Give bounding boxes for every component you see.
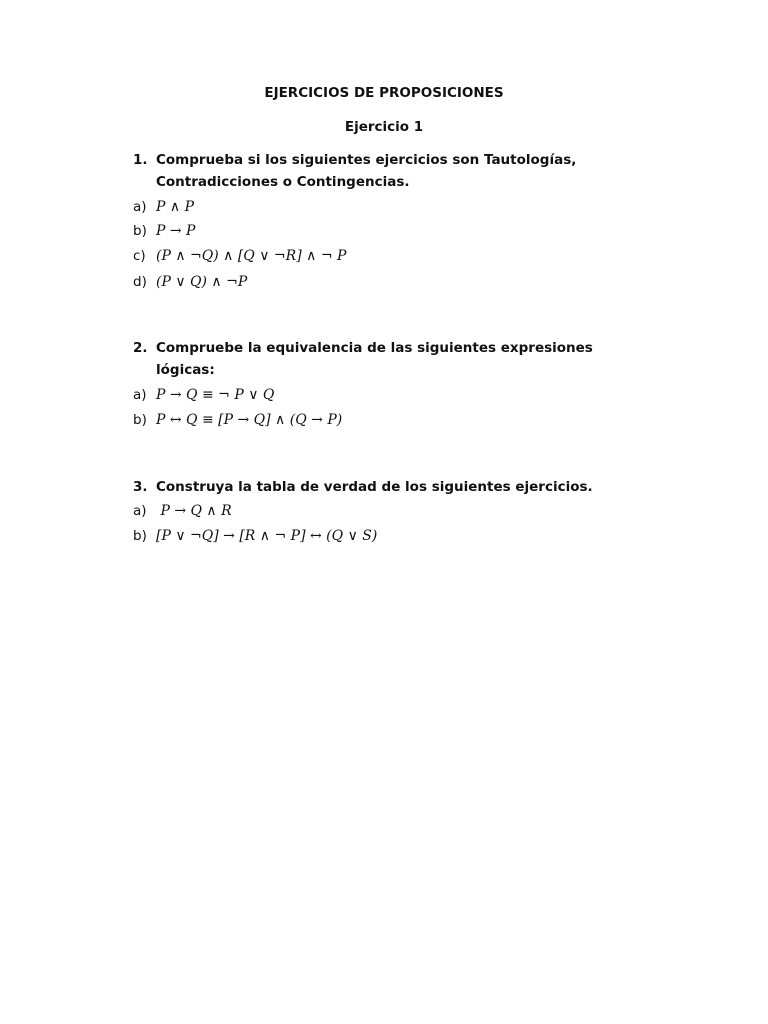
- section-2-heading: [133, 337, 636, 381]
- section-3-heading: [133, 476, 636, 498]
- section-heading-text: Comprueba si los siguientes ejercicios son Tautologías, Contradicciones o Contingencias.: [156, 152, 577, 190]
- logic-expression: [P ∨ ¬Q] → [R ∧ ¬ P] ↔ (Q ∨ S): [156, 528, 378, 544]
- list-item: [133, 501, 232, 521]
- logic-expression: (P ∧ ¬Q) ∧ [Q ∨ ¬R] ∧ ¬ P: [156, 248, 347, 264]
- logic-expression: P ∧ P: [156, 199, 194, 215]
- section-heading-text: Construya la tabla de verdad de los siguientes ejercicios.: [156, 479, 593, 495]
- section-1-heading: [133, 149, 636, 193]
- logic-expression: (P ∨ Q) ∧ ¬P: [156, 274, 248, 290]
- page-title: EJERCICIOS DE PROPOSICIONES: [264, 85, 504, 101]
- logic-expression: P → Q ≡ ¬ P ∨ Q: [156, 387, 275, 403]
- logic-expression: P ↔ Q ≡ [P → Q] ∧ (Q → P): [156, 412, 343, 428]
- item-label: a): [133, 503, 147, 519]
- exercise-subtitle: Ejercicio 1: [344, 119, 424, 135]
- list-item: [133, 272, 247, 292]
- section-number: 1.: [133, 152, 148, 168]
- list-item: [133, 526, 377, 546]
- item-label: b): [133, 528, 147, 544]
- list-item: [133, 197, 194, 217]
- item-label: b): [133, 223, 147, 239]
- item-label: b): [133, 412, 147, 428]
- item-label: d): [133, 274, 147, 290]
- item-label: a): [133, 387, 147, 403]
- item-label: a): [133, 199, 147, 215]
- logic-expression: P → Q ∧ R: [156, 503, 232, 519]
- section-number: 2.: [133, 340, 148, 356]
- section-number: 3.: [133, 479, 148, 495]
- section-heading-text: Compruebe la equivalencia de las siguientes expresiones lógicas:: [156, 340, 593, 378]
- list-item: [133, 385, 274, 405]
- item-label: c): [133, 248, 146, 264]
- logic-expression: P → P: [156, 223, 196, 239]
- list-item: [133, 246, 346, 266]
- list-item: [133, 410, 342, 430]
- list-item: [133, 221, 195, 241]
